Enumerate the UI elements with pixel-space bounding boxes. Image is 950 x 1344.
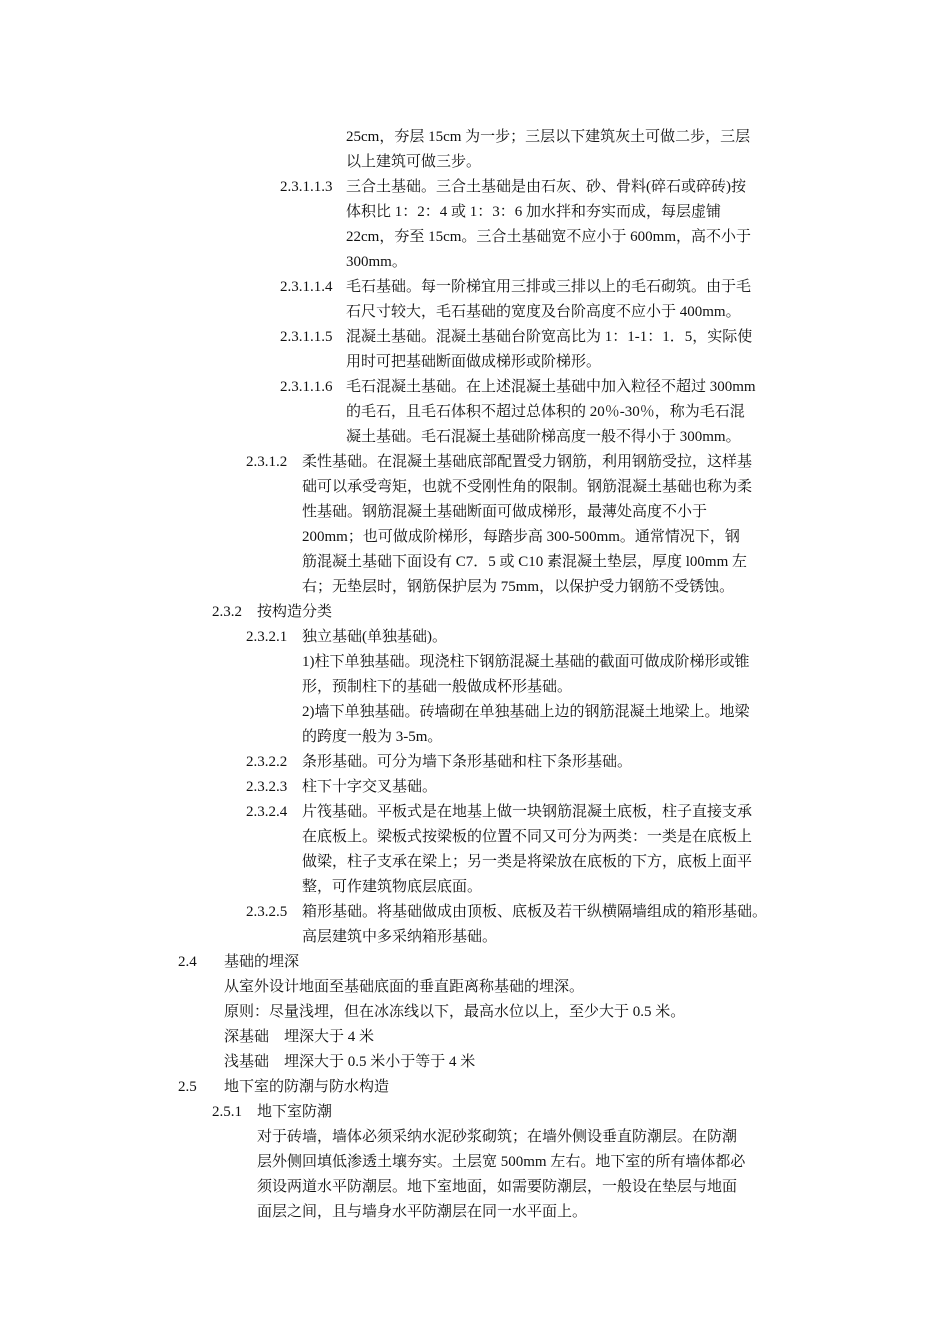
section-number: 2.5.1 [212, 1104, 242, 1120]
text-line: 性基础。钢筋混凝土基础断面可做成梯形，最薄处高度不小于 [302, 504, 708, 520]
section-number: 2.5 [178, 1079, 197, 1095]
section-number: 2.3.2.5 [246, 904, 288, 920]
text-line: 25cm，夯层 15cm 为一步；三层以下建筑灰土可做二步，三层 [346, 129, 751, 145]
section-number: 2.3.1.1.6 [280, 379, 333, 395]
section-number: 2.3.2 [212, 604, 242, 620]
text-line: 原则：尽量浅埋，但在冰冻线以下，最高水位以上，至少大于 0.5 米。 [224, 1004, 686, 1020]
section-heading: 按构造分类 [257, 604, 333, 620]
section-heading: 地下室防潮 [257, 1104, 333, 1120]
text-line: 凝土基础。毛石混凝土基础阶梯高度一般不得小于 300mm。 [346, 429, 741, 445]
text-line: 以上建筑可做三步。 [346, 154, 482, 170]
section-number: 2.3.2.1 [246, 629, 288, 645]
text-line: 200mm；也可做成阶梯形，每踏步高 300-500mm。通常情况下，钢 [302, 529, 740, 545]
section-number: 2.4 [178, 954, 197, 970]
text-line: 从室外设计地面至基础底面的垂直距离称基础的埋深。 [224, 979, 585, 995]
text-line: 混凝土基础。混凝土基础台阶宽高比为 1：1-1：1．5，实际使 [346, 329, 753, 345]
text-line: 的跨度一般为 3-5m。 [302, 729, 443, 745]
text-line: 右；无垫层时，钢筋保护层为 75mm，以保护受力钢筋不受锈蚀。 [302, 579, 735, 595]
section-heading: 地下室的防潮与防水构造 [224, 1079, 390, 1095]
text-line: 22cm，夯至 15cm。三合土基础宽不应小于 600mm，高不小于 [346, 229, 751, 245]
text-line: 毛石基础。每一阶梯宜用三排或三排以上的毛石砌筑。由于毛 [346, 279, 752, 295]
text-line: 的毛石，且毛石体积不超过总体积的 20％-30％，称为毛石混 [346, 404, 745, 420]
text-line: 体积比 1：2：4 或 1：3：6 加水拌和夯实而成，每层虚铺 [346, 204, 722, 220]
text-line: 三合土基础。三合土基础是由石灰、砂、骨料(碎石或碎砖)按 [346, 179, 746, 195]
text-line: 箱形基础。将基础做成由顶板、底板及若干纵横隔墙组成的箱形基础。 [302, 904, 768, 920]
text-line: 面层之间，且与墙身水平防潮层在同一水平面上。 [257, 1204, 588, 1220]
text-line: 2)墙下单独基础。砖墙砌在单独基础上边的钢筋混凝土地梁上。地梁 [302, 704, 750, 720]
text-line: 浅基础 埋深大于 0.5 米小于等于 4 米 [224, 1054, 476, 1070]
section-number: 2.3.1.2 [246, 454, 288, 470]
text-line: 300mm。 [346, 254, 407, 270]
section-number: 2.3.2.4 [246, 804, 288, 820]
text-line: 深基础 埋深大于 4 米 [224, 1029, 375, 1045]
text-line: 条形基础。可分为墙下条形基础和柱下条形基础。 [302, 754, 633, 770]
text-line: 对于砖墙，墙体必须采纳水泥砂浆砌筑；在墙外侧设垂直防潮层。在防潮 [257, 1129, 738, 1145]
text-line: 整，可作建筑物底层底面。 [302, 879, 483, 895]
text-line: 片筏基础。平板式是在地基上做一块钢筋混凝土底板，柱子直接支承 [302, 804, 753, 820]
section-heading: 基础的埋深 [224, 954, 300, 970]
text-line: 柱下十字交叉基础。 [302, 779, 438, 795]
text-line: 在底板上。梁板式按梁板的位置不同又可分为两类：一类是在底板上 [302, 829, 753, 845]
text-line: 用时可把基础断面做成梯形或阶梯形。 [346, 354, 602, 370]
text-line: 做梁，柱子支承在梁上；另一类是将梁放在底板的下方，底板上面平 [302, 854, 753, 870]
text-line: 独立基础(单独基础)。 [302, 629, 447, 645]
text-line: 筋混凝土基础下面设有 C7．5 或 C10 素混凝土垫层，厚度 l00mm 左 [302, 554, 748, 570]
text-line: 柔性基础。在混凝土基础底部配置受力钢筋，利用钢筋受拉，这样基 [302, 454, 753, 470]
text-line: 石尺寸较大，毛石基础的宽度及台阶高度不应小于 400mm。 [346, 304, 741, 320]
text-line: 须设两道水平防潮层。地下室地面，如需要防潮层，一般设在垫层与地面 [257, 1179, 738, 1195]
text-line: 形，预制柱下的基础一般做成杯形基础。 [302, 679, 573, 695]
section-number: 2.3.1.1.3 [280, 179, 333, 195]
section-number: 2.3.2.2 [246, 754, 288, 770]
text-line: 毛石混凝土基础。在上述混凝土基础中加入粒径不超过 300mm [346, 379, 756, 395]
text-line: 1)柱下单独基础。现浇柱下钢筋混凝土基础的截面可做成阶梯形或锥 [302, 654, 750, 670]
text-line: 础可以承受弯矩，也就不受刚性角的限制。钢筋混凝土基础也称为柔 [302, 479, 753, 495]
section-number: 2.3.1.1.4 [280, 279, 333, 295]
section-number: 2.3.2.3 [246, 779, 288, 795]
section-number: 2.3.1.1.5 [280, 329, 333, 345]
text-line: 高层建筑中多采纳箱形基础。 [302, 929, 498, 945]
text-line: 层外侧回填低渗透土壤夯实。土层宽 500mm 左右。地下室的所有墙体都必 [257, 1154, 746, 1170]
